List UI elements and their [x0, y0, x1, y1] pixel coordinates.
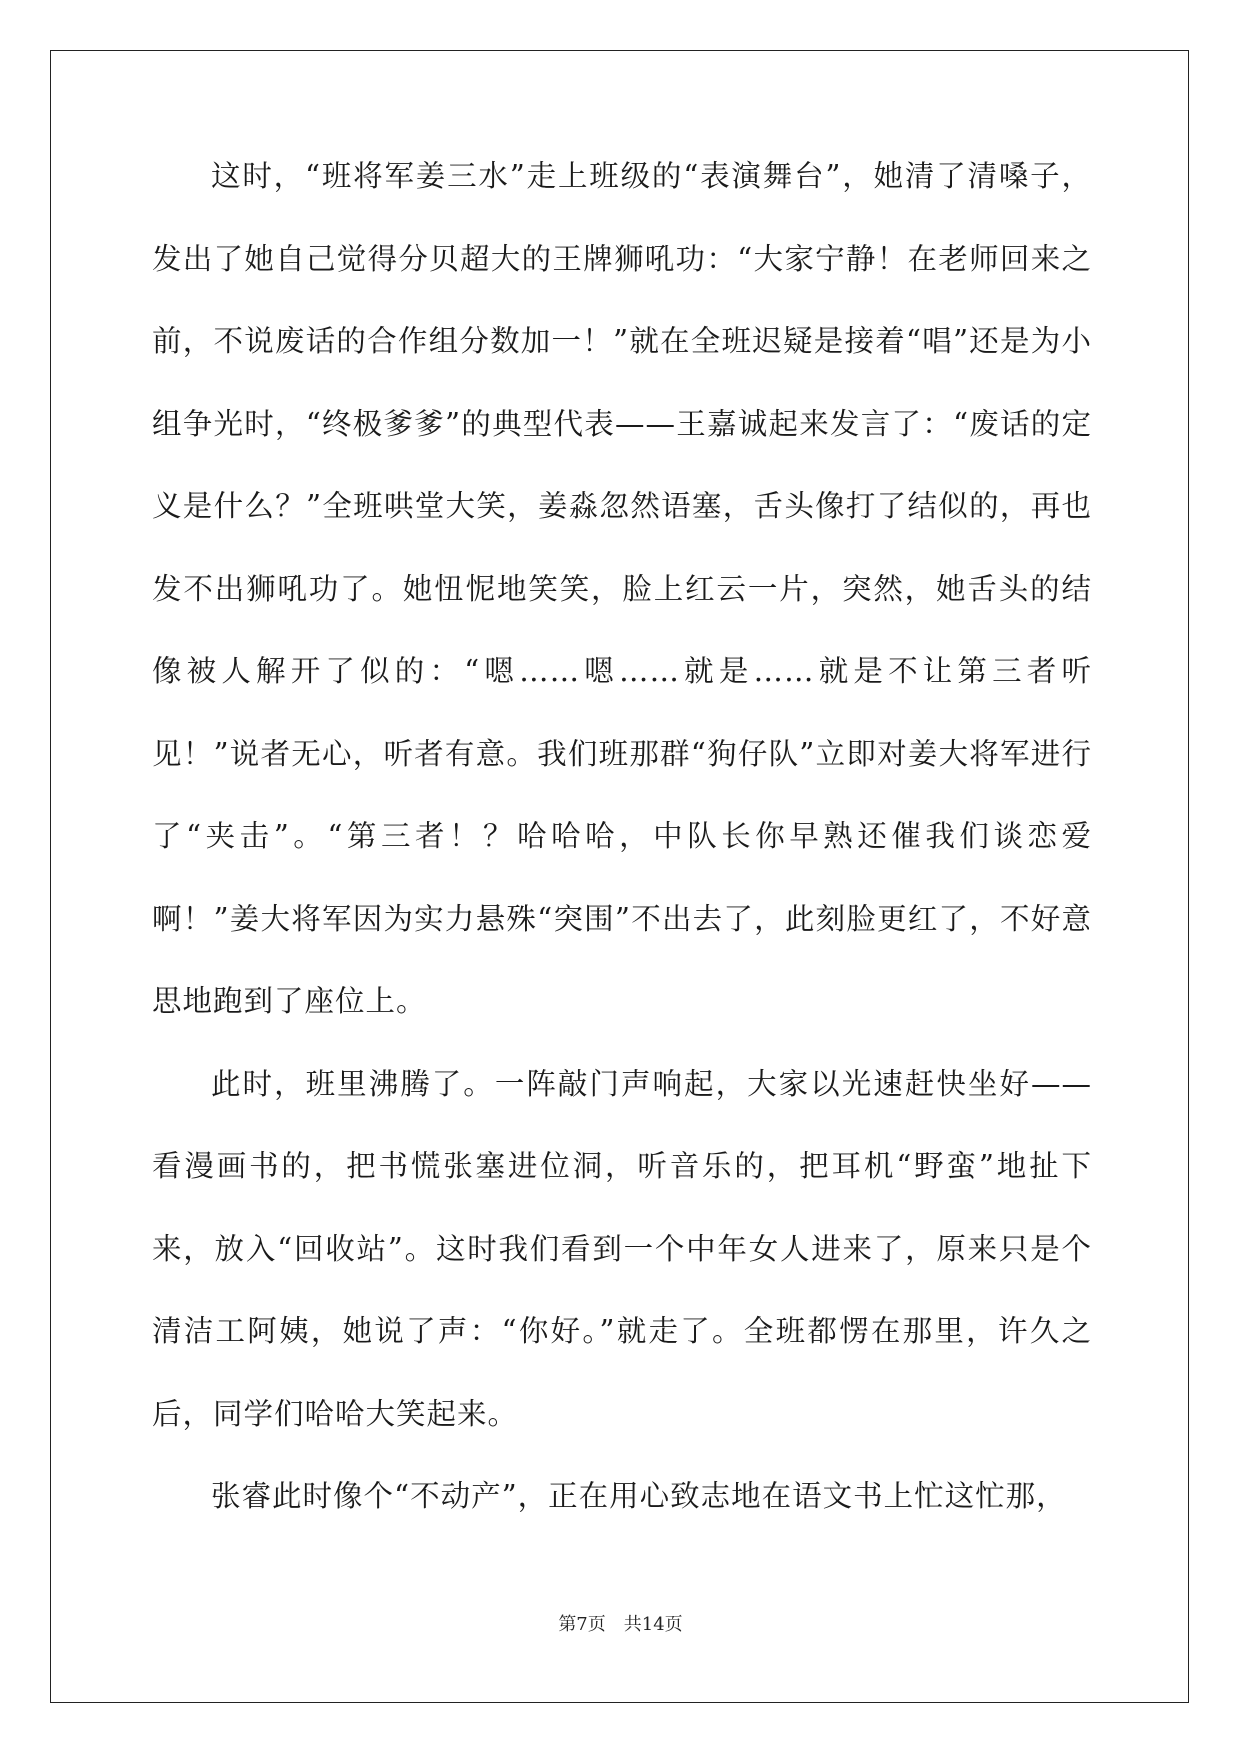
paragraph-3: 张睿此时像个“不动产”，正在用心致志地在语文书上忙这忙那， — [211, 1479, 1067, 1513]
paragraph-1: 这时，“班将军姜三水”走上班级的“表演舞台”，她清了清嗓子，发出了她自己觉得分贝超大的王牌狮吼功：“大家宁静！在老师回来之前，不说废话的合作组分数加一！”就在全班迟疑是接着“唱”还是为小组争光时，“终极爹爹”的典型代表——王嘉诚起来发言了：“废话的定义是什么？”全班哄堂大笑，姜淼忽然语塞，舌头像打了结似的，再也发不出狮吼功了。她忸怩地笑笑，脸上红云一片，突然，她舌头的结像被人解开了似的：“嗯……嗯……就是……就是不让第三者听见！”说者无心，听者有意。我们班那群“狗仔队”立即对姜大将军进行了“夹击”。“第三者！？哈哈哈，中队长你早熟还催我们谈恋爱啊！”姜大将军因为实力悬殊“突围”不出去了，此刻脸更红了，不好意思地跑到了座位上。 — [152, 159, 1092, 1018]
paragraph-2: 此时，班里沸腾了。一阵敲门声响起，大家以光速赶快坐好——看漫画书的，把书慌张塞进位洞，听音乐的，把耳机“野蛮”地扯下来，放入“回收站”。这时我们看到一个中年女人进来了，原来只是个清洁工阿姨，她说了声：“你好。”就走了。全班都愣在那里，许久之后，同学们哈哈大笑起来。 — [152, 1066, 1092, 1431]
document-body — [152, 155, 1092, 1538]
page-number-footer: 第7页 共14页 — [558, 1614, 683, 1635]
